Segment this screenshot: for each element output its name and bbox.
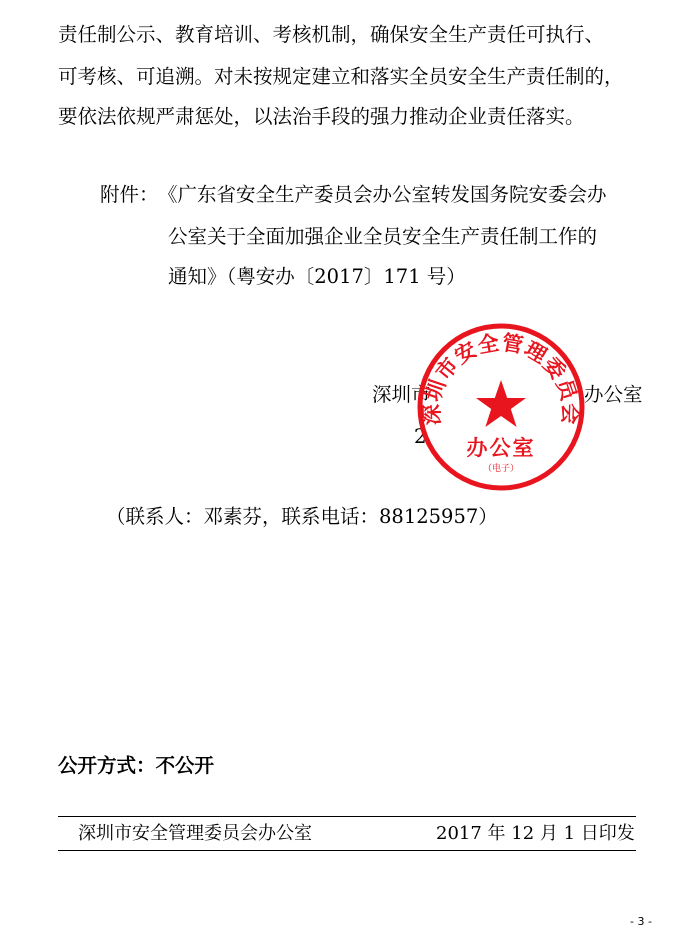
attachment-line-1: 《广东省安全生产委员会办公室转发国务院安委会办 xyxy=(158,183,607,206)
footer-rule-top xyxy=(58,816,636,817)
footer-print-date: 2017 年 12 月 1 日印发 xyxy=(436,823,635,844)
body-line-3: 要依法依规严肃惩处，以法治手段的强力推动企业责任落实。 xyxy=(58,105,585,128)
seal-star-icon xyxy=(476,380,526,427)
official-seal xyxy=(416,322,586,492)
disclosure-value: 不公开 xyxy=(155,754,215,777)
seal-top-text: 深圳市安全管理委员会 xyxy=(419,330,583,426)
body-line-1: 责任制公示、教育培训、考核机制，确保安全生产责任可执行、 xyxy=(58,23,605,46)
disclosure-label-text: 公开方式： xyxy=(58,754,156,777)
contact-info: （联系人：邓素芬，联系电话：88125957） xyxy=(106,505,498,528)
attachment-label: 附件： xyxy=(100,183,159,206)
footer-rule-bottom xyxy=(58,850,636,851)
page-number: - 3 - xyxy=(630,915,652,928)
footer-issuer: 深圳市安全管理委员会办公室 xyxy=(78,823,312,844)
seal-sub-text: （电子） xyxy=(482,464,520,474)
attachment-line-3: 通知》（粤安办〔2017〕171 号） xyxy=(168,265,466,288)
issuer-signature-end: 办公室 xyxy=(584,383,643,406)
disclosure-label xyxy=(58,756,214,776)
attachment-line-2: 公室关于全面加强企业全员安全生产责任制工作的 xyxy=(168,225,598,248)
seal-bottom-text: 办公室 xyxy=(466,436,536,460)
signature-date-start: 2 xyxy=(414,425,427,448)
issuer-signature-start: 深圳市 xyxy=(372,383,431,406)
body-line-2: 可考核、可追溯。对未按规定建立和落实全员安全生产责任制的， xyxy=(58,65,624,88)
